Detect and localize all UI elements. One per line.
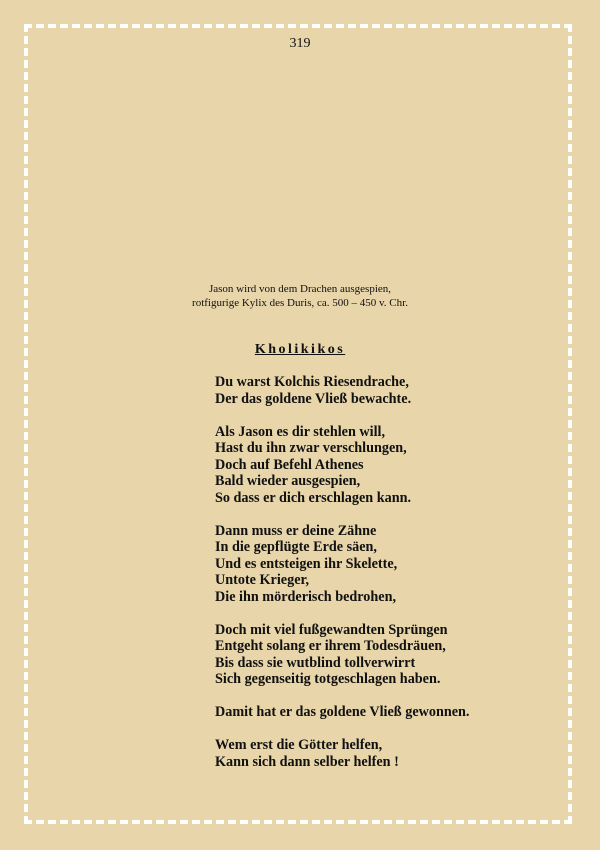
poem-line: Doch mit viel fußgewandten Sprüngen [215,621,448,638]
poem-line: Untote Krieger, [215,572,310,588]
stanza [215,424,469,507]
stanza [215,737,469,770]
poem-body [215,374,469,787]
poem-line: Bald wieder ausgespien, [215,473,361,489]
poem-title: Kholikikos [254,342,346,357]
poem-line: Hast du ihn zwar verschlungen, [215,440,407,456]
poem-line: Sich gegenseitig totgeschlagen haben. [215,671,441,687]
caption-line: rotfigurige Kylix des Duris, ca. 500 – 450 v. Chr. [192,297,408,309]
poem-line: Die ihn mörderisch bedrohen, [215,588,397,605]
poem-line: Als Jason es dir stehlen will, [215,423,386,440]
stanza [215,523,469,606]
stanza [215,622,469,688]
poem-line: Entgeht solang er ihrem Todesdräuen, [215,638,446,654]
poem-line: Der das goldene Vließ bewachte. [215,390,412,407]
poem-line: In die gepflügte Erde säen, [215,539,377,555]
poem-line: So dass er dich erschlagen kann. [215,489,412,506]
stanza [215,704,469,721]
poem-line: Dann muss er deine Zähne [215,522,377,539]
poem-line: Doch auf Befehl Athenes [215,456,364,473]
page-number: 319 [289,36,311,51]
poem-line: Kann sich dann selber helfen ! [215,753,399,770]
poem-line: Du warst Kolchis Riesendrache, [215,374,409,390]
stanza [215,374,469,407]
poem-line: Und es entsteigen ihr Skelette, [215,555,398,572]
image-caption [0,282,600,310]
caption-line: Jason wird von dem Drachen ausgespien, [208,283,392,295]
poem-line: Damit hat er das goldene Vließ gewonnen. [215,704,470,720]
poem-line: Wem erst die Götter helfen, [215,737,383,753]
poem-line: Bis dass sie wutblind tollverwirrt [215,654,416,671]
